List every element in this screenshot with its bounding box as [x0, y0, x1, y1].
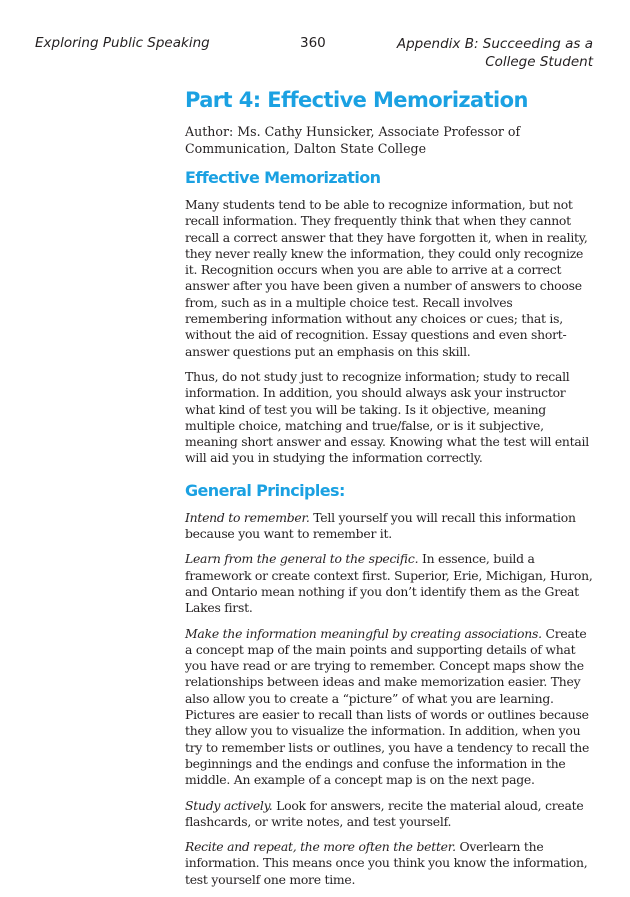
principle-paragraph	[185, 510, 595, 543]
principle-text: Tell yourself you will recall this information because you want to remember it.	[185, 509, 576, 542]
section-heading-effective-memorization: Effective Memorization	[185, 168, 381, 187]
principle-paragraph	[185, 798, 595, 831]
chapter-title	[397, 35, 593, 71]
page-title: Part 4: Effective Memorization	[185, 88, 528, 112]
section-heading-general-principles: General Principles:	[185, 480, 345, 500]
book-title: Exploring Public Speaking	[35, 35, 210, 51]
principle-text: Look for answers, recite the material aloud, create flashcards, or write notes, and test yourself.	[185, 797, 584, 829]
principle-text: Create a concept map of the main points and supporting details of what you have read or are trying to remember. Concept maps show the relationships between ideas and make memorization easier. They also allow you to create a “picture” of what you are learning. Pictures are easier to recall than lists of words or outlines because they allow you to visualize the information. In addition, when you try to remember lists or outlines, you have a tendency to recall the beginnings and the endings and confuse the information in the middle. An example of a concept map is on the next page.	[185, 625, 590, 788]
page-header	[0, 35, 630, 75]
principle-lead: Learn from the general to the specific.	[185, 551, 419, 567]
principle-lead: Study actively.	[185, 797, 273, 813]
principle-text: In essence, build a framework or create context first. Superior, Erie, Michigan, Huron, and Ontario mean nothing if you don’t identify them as the Great Lakes first.	[185, 551, 593, 616]
principle-lead: Intend to remember.	[185, 509, 310, 525]
principle-lead: Make the information meaningful by creating associations.	[185, 625, 542, 641]
paragraph: Many students tend to be able to recognize information, but not recall information. They frequently think that when they cannot recall a correct answer that they have forgotten it, when in reality, they never really knew the information, they could only recognize it. Recognition occurs when you are able to arrive at a correct answer after you have been given a number of answers to choose from, such as in a multiple choice test. Recall involves remembering information without any choices or cues; that is, without the aid of recognition. Essay questions and even short-answer questions put an emphasis on this skill.	[185, 197, 588, 359]
chapter-title-line2: College Student	[485, 54, 593, 70]
principle-paragraph	[185, 839, 595, 888]
author-line: Author: Ms. Cathy Hunsicker, Associate Professor of Communication, Dalton State College	[185, 124, 521, 156]
main-content	[185, 86, 595, 897]
principle-lead: Recite and repeat, the more often the better.	[185, 839, 456, 855]
chapter-title-line1: Appendix B: Succeeding as a	[396, 36, 593, 52]
principle-paragraph	[185, 626, 595, 789]
page-number: 360	[300, 35, 326, 51]
principle-text: Overlearn the information. This means once you think you know the information, test yourself one more time.	[185, 839, 588, 887]
paragraph: Thus, do not study just to recognize information; study to recall information. In addition, you should always ask your instructor what kind of test you will be taking. Is it objective, meaning multiple choice, matching and true/false, or is it subjective, meaning short answer and essay. Knowing what the test will entail will aid you in studying the information correctly.	[185, 368, 589, 466]
principle-paragraph	[185, 551, 595, 616]
